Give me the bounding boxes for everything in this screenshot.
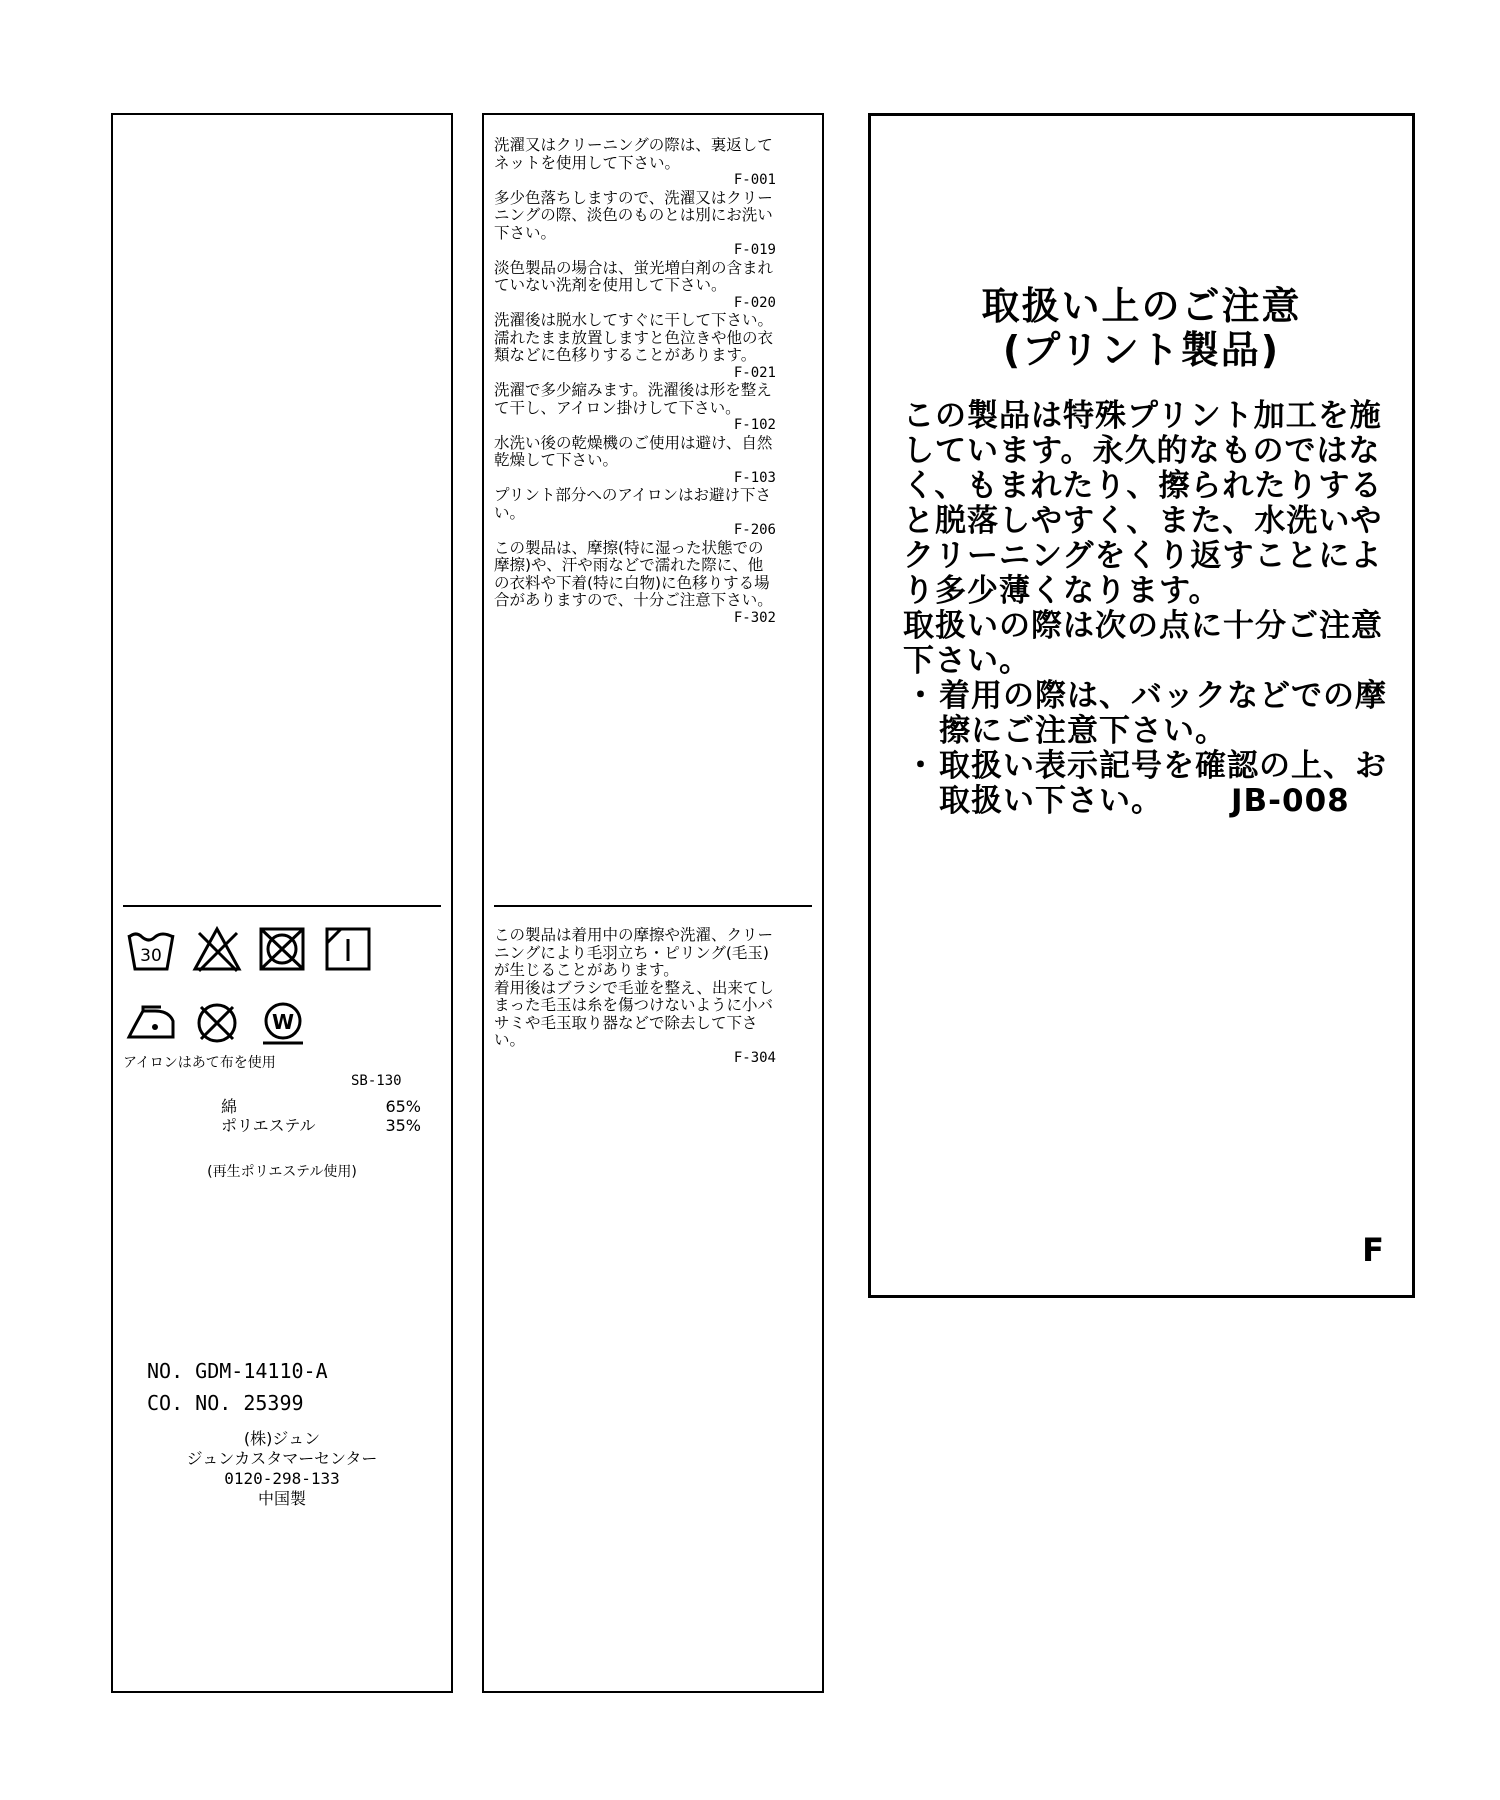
care-item [494, 312, 776, 382]
no-tumble-dry-icon [257, 925, 309, 973]
size-mark: F [1362, 1231, 1384, 1269]
care-item [494, 487, 776, 540]
notice-title [871, 284, 1412, 372]
notice-bullet [903, 749, 1403, 819]
care-text: プリント部分へのアイロンはお避け下さい。 [494, 486, 771, 522]
care-text: 洗濯又はクリーニングの際は、裏返してネットを使用して下さい。 [494, 136, 773, 172]
bullet-mark: ・ [905, 678, 937, 714]
wash-30-icon [125, 925, 177, 973]
no-bleach-icon [191, 925, 243, 973]
notice-body [903, 399, 1403, 819]
fiber-percent: 65% [385, 1097, 421, 1116]
notice-paragraph: この製品は特殊プリント加工を施しています。永久的なものではなく、もまれたり、擦られたりすると脱落しやすく、また、水洗いやクリーニングをくり返すことにより多少薄くなります。 [903, 398, 1383, 609]
care-code: F-302 [733, 609, 776, 626]
care-item [494, 137, 776, 190]
care-text: 淡色製品の場合は、蛍光増白剤の含まれていない洗剤を使用して下さい。 [494, 258, 774, 294]
company-name: (株)ジュン [243, 1429, 321, 1448]
no-dry-clean-icon [191, 999, 243, 1047]
care-symbols [125, 925, 445, 1073]
notice-title-line2: (プリント製品) [1002, 328, 1281, 372]
care-text: 水洗い後の乾燥機のご使用は避け、自然乾燥して下さい。 [494, 433, 773, 469]
recycled-note: (再生ポリエステル使用) [207, 1164, 357, 1180]
care-text: 洗濯後は脱水してすぐに干して下さい。濡れたまま放置しますと色泣きや他の衣類などに色移りすることがあります。 [494, 311, 774, 364]
iron-note: アイロンはあて布を使用 [123, 1055, 276, 1071]
co-no: CO. NO. 25399 [147, 1391, 304, 1415]
notice-bullet [903, 679, 1403, 749]
phone-number: 0120-298-133 [224, 1469, 340, 1488]
wash-temp-text: 30 [140, 946, 162, 966]
care-item [494, 190, 776, 260]
customer-center: ジュンカスタマーセンター [186, 1449, 378, 1468]
care-code: F-102 [733, 417, 776, 433]
bullet-mark: ・ [905, 748, 937, 784]
country-of-origin: 中国製 [257, 1489, 306, 1508]
care-text: 多少色落ちしますので、洗濯又はクリーニングの際、淡色のものとは別にお洗い下さい。 [494, 188, 773, 242]
wet-clean-letter: W [271, 1010, 295, 1034]
company-info [113, 1429, 451, 1509]
pilling-notice [494, 927, 776, 1067]
care-label-middle [482, 113, 824, 1693]
care-code: F-020 [733, 294, 776, 311]
pilling-care-text: 着用後はブラシで毛並を整え、出来てしまった毛玉は糸を傷つけないように小バサミや毛玉取り器などで除去して下さい。 [494, 978, 774, 1049]
notice-title-line1: 取扱い上のご注意 [981, 284, 1302, 328]
product-no: NO. GDM-14110-A [147, 1359, 328, 1383]
care-code: F-019 [733, 242, 776, 258]
care-instructions [494, 137, 776, 627]
fiber-row [221, 1097, 421, 1116]
notice-instruction: 取扱いの際は次の点に十分ご注意下さい。 [903, 608, 1383, 679]
fiber-name: ポリエステル [221, 1116, 316, 1135]
care-label-left [111, 113, 453, 1693]
care-item [494, 540, 776, 628]
fiber-composition [221, 1097, 421, 1135]
care-item [494, 382, 776, 435]
care-code: F-206 [733, 522, 776, 538]
notice-code: JB-008 [1231, 783, 1350, 819]
bullet-text: 取扱い表示記号を確認の上、お取扱い下さい。 [939, 748, 1387, 819]
bullet-text: 着用の際は、バックなどでの摩擦にご注意下さい。 [939, 678, 1387, 749]
wet-clean-icon [257, 999, 309, 1047]
line-dry-icon [323, 925, 375, 973]
pilling-text: この製品は着用中の摩擦や洗濯、クリーニングにより毛羽立ち・ピリング(毛玉)が生じることがあります。 [494, 926, 774, 979]
care-item [494, 260, 776, 313]
care-code: F-001 [733, 172, 776, 188]
divider [123, 905, 441, 907]
care-item [494, 435, 776, 488]
pilling-code: F-304 [733, 1049, 776, 1066]
sb-code: SB-130 [351, 1073, 402, 1089]
care-code: F-021 [733, 364, 776, 381]
product-numbers [147, 1355, 328, 1419]
fiber-name: 綿 [221, 1097, 238, 1116]
care-text: この製品は、摩擦(特に湿った状態での摩擦)や、汗や雨などで濡れた際に、他の衣料や下着(特に白物)に色移りする場合がありますので、十分ご注意下さい。 [494, 538, 773, 609]
fiber-percent: 35% [385, 1116, 421, 1135]
fiber-row [221, 1116, 421, 1135]
care-code: F-103 [733, 469, 776, 486]
divider [494, 905, 812, 907]
care-text: 洗濯で多少縮みます。洗濯後は形を整えて干し、アイロン掛けして下さい。 [494, 381, 772, 417]
print-care-label [868, 113, 1415, 1298]
bullet-text-with-code [939, 749, 1403, 819]
iron-low-icon [125, 999, 177, 1047]
